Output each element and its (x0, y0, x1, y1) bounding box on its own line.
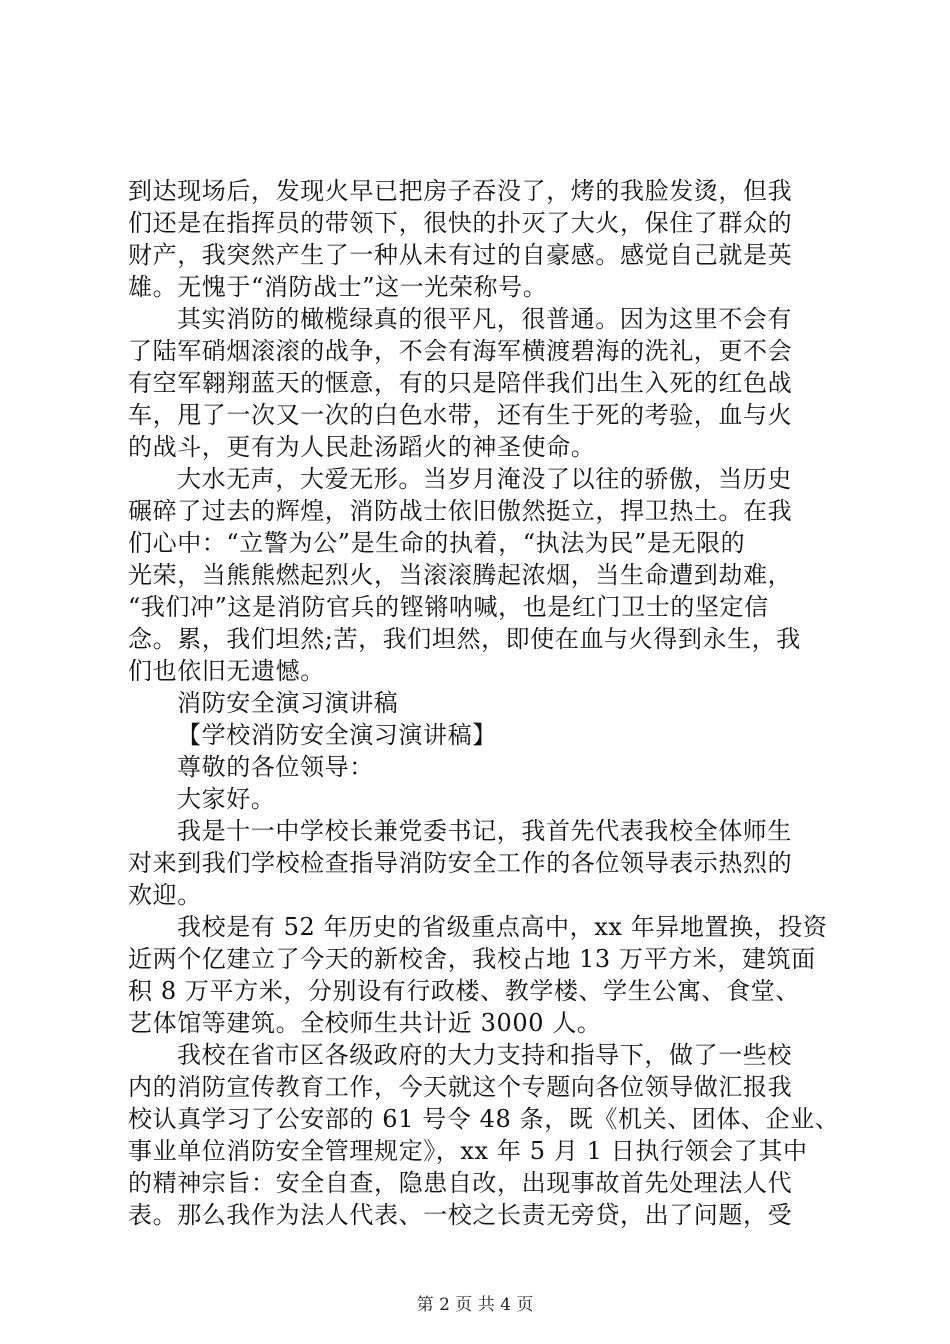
page-footer: 第 2 页 共 4 页 (416, 1295, 534, 1315)
text-line: 【学校消防安全演习演讲稿】 (177, 721, 497, 749)
text-line: 雄。无愧于“消防战士”这一光荣称号。 (128, 273, 548, 301)
body-text (128, 175, 840, 1231)
text-line: 我校是有 52 年历史的省级重点高中，xx 年异地置换，投资 (177, 913, 828, 941)
text-line: 大家好。 (177, 785, 276, 813)
text-line: 表。那么我作为法人代表、一校之长责无旁贷，出了问题，受 (128, 1201, 793, 1229)
text-line: 到达现场后，发现火早已把房子吞没了，烤的我脸发烫，但我 (128, 177, 793, 205)
text-line: 校认真学习了公安部的 61 号令 48 条，既《机关、团体、企业、 (128, 1105, 840, 1133)
text-line: 念。累，我们坦然;苦，我们坦然，即使在血与火得到永生，我 (128, 625, 801, 653)
text-line: “我们冲”这是消防官兵的铿锵呐喊，也是红门卫士的坚定信 (128, 593, 769, 621)
text-line: 我是十一中学校长兼党委书记，我首先代表我校全体师生 (177, 817, 792, 845)
text-line: 们也依旧无遗憾。 (128, 657, 325, 685)
text-line: 近两个亿建立了今天的新校舍，我校占地 13 万平方米，建筑面 (128, 945, 816, 973)
text-line: 艺体馆等建筑。全校师生共计近 3000 人。 (128, 1009, 602, 1037)
text-line: 财产，我突然产生了一种从未有过的自豪感。感觉自己就是英 (128, 241, 793, 269)
text-line: 对来到我们学校检查指导消防安全工作的各位领导表示热烈的 (128, 849, 793, 877)
text-line: 我校在省市区各级政府的大力支持和指导下，做了一些校 (177, 1041, 792, 1069)
text-line: 积 8 万平方米，分别设有行政楼、教学楼、学生公寓、食堂、 (128, 977, 800, 1005)
text-line: 们心中：“立警为公”是生命的执着，“执法为民”是无限的 (128, 529, 746, 557)
text-line: 事业单位消防安全管理规定》，xx 年 5 月 1 日执行领会了其中 (128, 1137, 808, 1165)
text-line: 内的消防宣传教育工作，今天就这个专题向各位领导做汇报我 (128, 1073, 793, 1101)
text-line: 碾碎了过去的辉煌，消防战士依旧傲然挺立，捍卫热土。在我 (128, 497, 793, 525)
text-line: 消防安全演习演讲稿 (177, 689, 399, 717)
text-line: 光荣，当熊熊燃起烈火，当滚滚腾起浓烟，当生命遭到劫难， (128, 561, 793, 589)
text-line: 们还是在指挥员的带领下，很快的扑灭了大火，保住了群众的 (128, 209, 793, 237)
text-line: 其实消防的橄榄绿真的很平凡，很普通。因为这里不会有 (177, 305, 792, 333)
text-line: 的战斗，更有为人民赴汤蹈火的神圣使命。 (128, 433, 596, 461)
text-line: 车，甩了一次又一次的白色水带，还有生于死的考验，血与火 (128, 401, 793, 429)
text-line: 大水无声，大爱无形。当岁月淹没了以往的骄傲，当历史 (177, 465, 792, 493)
text-line: 了陆军硝烟滚滚的战争，不会有海军横渡碧海的洗礼，更不会 (128, 337, 793, 365)
text-line: 有空军翱翔蓝天的惬意，有的只是陪伴我们出生入死的红色战 (128, 369, 793, 397)
text-line: 尊敬的各位领导： (177, 753, 374, 781)
text-line: 欢迎。 (128, 881, 202, 909)
text-line: 的精神宗旨：安全自查，隐患自改，出现事故首先处理法人代 (128, 1169, 793, 1197)
